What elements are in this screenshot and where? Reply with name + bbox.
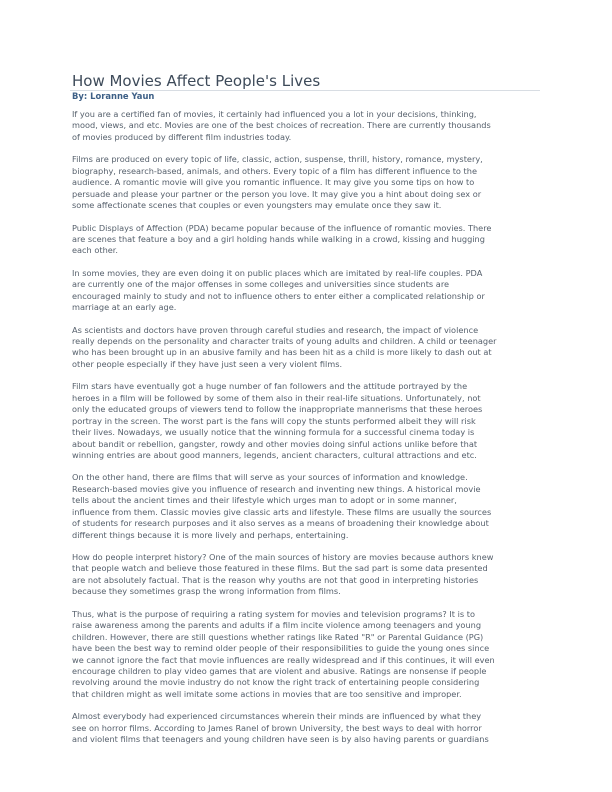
text-line: Thus, what is the purpose of requiring a rating system for movies and television programs? It is to xyxy=(72,608,475,619)
text-line: In some movies, they are even doing it on public places which are imitated by real-life couples. PDA xyxy=(72,267,483,278)
text-line: of students for research purposes and it also serves as a means of broadening their knowledge about xyxy=(72,518,489,529)
paragraph xyxy=(72,381,547,461)
text-line: their lives. Nowadays, we usually notice that the winning formula for a successful cinema today is xyxy=(72,427,475,438)
text-line: about bandit or rebellion, gangster, rowdy and other movies doing sinful actions unlike before that xyxy=(72,438,478,449)
paragraph xyxy=(72,711,547,745)
text-line: are currently one of the major offenses in some colleges and universities since students are xyxy=(72,279,450,290)
text-line: revolving around the movie industry do not know the right track of entertaining people considering xyxy=(72,677,480,688)
text-line: encourage children to play video games that are violent and abusive. Ratings are nonsense if people xyxy=(72,665,487,676)
text-line: mood, views, and etc. Movies are one of the best choices of recreation. There are currently thousands xyxy=(72,120,491,131)
text-line: each other. xyxy=(72,245,119,256)
text-line: If you are a certified fan of movies, it certainly had influenced you a lot in your decisions, thinking, xyxy=(72,109,477,119)
paragraph xyxy=(72,268,547,314)
text-line: are not absolutely factual. That is the reason why youths are not that good in interpreting histories xyxy=(72,574,479,585)
text-line: Films are produced on every topic of life, classic, action, suspense, thrill, history, romance, mystery, xyxy=(72,154,483,165)
text-line: some affectionate scenes that couples or even youngsters may emulate once they saw it. xyxy=(72,200,442,211)
text-line: have been the best way to remind older people of their responsibilities to guide the young ones since xyxy=(72,643,490,654)
page-title: How Movies Affect People's Lives xyxy=(72,72,321,90)
text-line: marriage at an early age. xyxy=(72,302,177,313)
text-line: of movies produced by different film industries today. xyxy=(72,131,292,142)
text-line: Film stars have eventually got a huge number of fan followers and the attitude portrayed by the xyxy=(72,381,468,392)
paragraph xyxy=(72,325,547,371)
author-byline: By: Loranne Yaun xyxy=(72,91,155,101)
text-line: really depends on the personality and character traits of young adults and children. A child or teenager xyxy=(72,336,497,346)
text-line: Research-based movies give you influence of research and inventing new things. A historical movie xyxy=(72,483,481,494)
text-line: heroes in a film will be followed by some of them also in their real-life situations. Unfortunately, not xyxy=(72,392,481,403)
text-line: that children might as well imitate some actions in movies that are too sensitive and improper. xyxy=(72,688,462,699)
text-line: audience. A romantic movie will give you romantic influence. It may give you some tips on how to xyxy=(72,177,475,188)
text-line: portray in the screen. The worst part is the fans will copy the stunts performed albeit they will risk xyxy=(72,415,476,426)
text-line: persuade and please your partner or the person you love. It may give you a hint about doing sex or xyxy=(72,188,482,199)
text-line: are scenes that feature a boy and a girl holding hands while walking in a crowd, kissing and hugging xyxy=(72,233,485,244)
text-line: How do people interpret history? One of the main sources of history are movies because authors knew xyxy=(72,552,494,562)
paragraph xyxy=(72,223,547,257)
text-line: raise awareness among the parents and adults if a film incite violence among teenagers and young xyxy=(72,620,482,631)
article-body xyxy=(72,109,547,757)
paragraph xyxy=(72,154,547,211)
text-line: biography, research-based, animals, and others. Every topic of a film has different influence to the xyxy=(72,165,477,176)
text-line: and violent films that teenagers and young children have seen is by also having parents or guardians xyxy=(72,734,489,745)
text-line: because they sometimes grasp the wrong information from films. xyxy=(72,586,341,597)
text-line: Public Displays of Affection (PDA) became popular because of the influence of romantic movies. There xyxy=(72,222,492,233)
text-line: only the educated groups of viewers tend to follow the inappropriate mannerisms that these heroes xyxy=(72,404,483,415)
text-line: other people especially if they have just seen a very violent films. xyxy=(72,358,343,369)
text-line: different things because it is more lively and perhaps, entertaining. xyxy=(72,529,349,540)
text-line: On the other hand, there are films that will serve as your sources of information and knowledge. xyxy=(72,472,468,483)
text-line: encouraged mainly to study and not to influence others to enter either a complicated relationship or xyxy=(72,290,485,301)
text-line: that people watch and believe those featured in these films. But the sad part is some data presented xyxy=(72,563,488,574)
text-line: influence from them. Classic movies give classic arts and lifestyle. These films are usually the sources xyxy=(72,506,492,517)
text-line: who has been brought up in an abusive family and has been hit as a child is more likely to dash out at xyxy=(72,347,492,358)
paragraph xyxy=(72,109,547,143)
paragraph xyxy=(72,552,547,598)
paragraph xyxy=(72,609,547,701)
text-line: Almost everybody had experienced circumstances wherein their minds are influenced by what they xyxy=(72,711,482,722)
text-line: children. However, there are still questions whether ratings like Rated "R" or Parental Guidance (PG) xyxy=(72,631,484,642)
paragraph xyxy=(72,472,547,541)
text-line: see on horror films. According to James Ranel of brown University, the best ways to deal with horror xyxy=(72,722,482,733)
text-line: As scientists and doctors have proven through careful studies and research, the impact of violence xyxy=(72,324,479,335)
text-line: we cannot ignore the fact that movie influences are really widespread and if this continues, it will even xyxy=(72,654,495,665)
text-line: tells about the ancient times and their lifestyle which urges man to adopt or in some manner, xyxy=(72,495,457,506)
text-line: winning entries are about good manners, legends, ancient characters, cultural attractions and etc. xyxy=(72,449,477,460)
